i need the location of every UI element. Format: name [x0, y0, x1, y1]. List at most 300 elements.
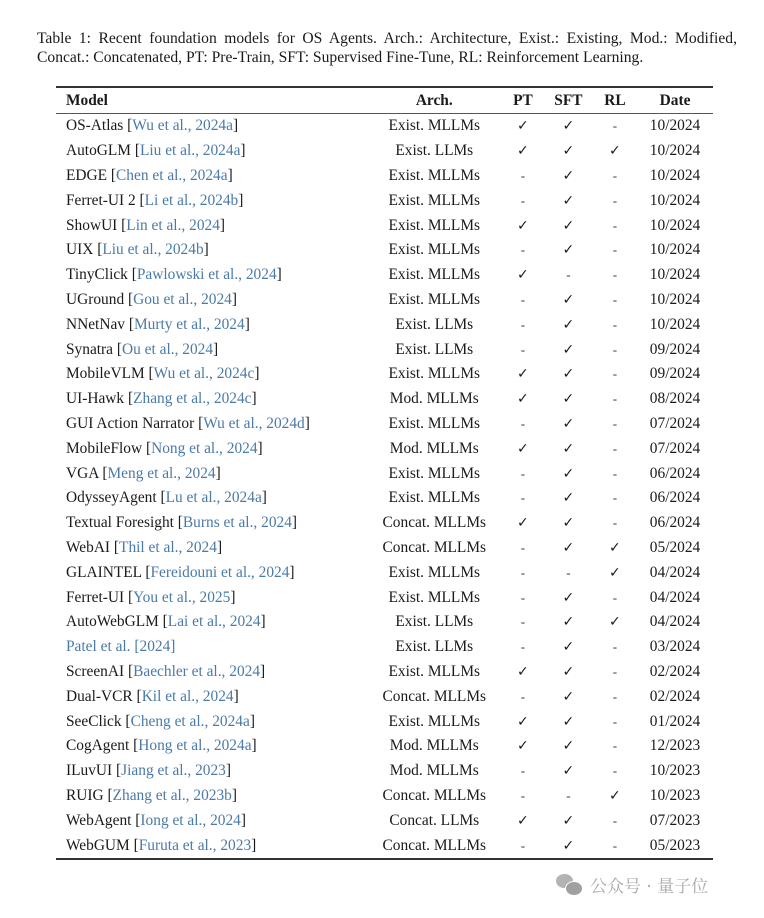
model-name: AutoGLM: [66, 142, 131, 160]
rl-cell: [593, 511, 637, 536]
model-cell: Synatra [Ou et al., 2024]: [66, 340, 219, 358]
sft-cell: [544, 660, 593, 685]
date-cell: 09/2024: [649, 340, 701, 358]
model-cell: NNetNav [Murty et al., 2024]: [66, 315, 250, 333]
sft-cell: [544, 164, 593, 189]
rl-cell: [593, 635, 637, 660]
sft-cell: [544, 808, 593, 833]
sft-cell: [544, 610, 593, 635]
table-row: [56, 833, 713, 859]
model-cell: SeeClick [Cheng et al., 2024a]: [66, 712, 255, 730]
pt-cell: [502, 784, 544, 809]
check-icon: ✓: [562, 316, 575, 333]
check-icon: ✓: [517, 143, 529, 160]
sft-cell: [544, 560, 593, 585]
date-cell: 07/2024: [649, 439, 701, 457]
date-cell: 07/2024: [649, 414, 701, 432]
table-row: [56, 709, 713, 734]
table-row: [56, 759, 713, 784]
pt-cell: [502, 734, 544, 759]
arch-cell: Exist. MLLMs: [388, 712, 481, 730]
arch-cell: Concat. MLLMs: [382, 514, 486, 532]
sft-cell: [544, 461, 593, 486]
citation-link[interactable]: Wu et al., 2024d: [203, 414, 305, 432]
check-icon: ✓: [562, 490, 575, 507]
model-cell: Ferret-UI [You et al., 2025]: [66, 588, 236, 606]
arch-cell: Exist. MLLMs: [388, 166, 481, 184]
rl-cell: [593, 263, 637, 288]
table-body: [56, 114, 713, 859]
citation-link[interactable]: You et al., 2025: [133, 588, 231, 606]
dash-mark: -: [520, 787, 526, 803]
foundation-models-table: [56, 86, 713, 860]
dash-mark: -: [612, 440, 618, 456]
model-name: ScreenAI: [66, 662, 125, 680]
dash-mark: -: [520, 341, 526, 357]
date-cell: 02/2024: [649, 662, 701, 680]
model-name: ShowUI: [66, 216, 118, 234]
citation-link[interactable]: Wu et al., 2024c: [153, 365, 255, 383]
dash-mark: -: [612, 366, 618, 382]
check-icon: ✓: [517, 366, 529, 383]
arch-cell: Mod. MLLMs: [389, 762, 479, 780]
check-icon: ✓: [517, 440, 529, 457]
dash-mark: -: [612, 837, 618, 853]
citation-link[interactable]: Ou et al., 2024: [122, 340, 214, 358]
table-row: [56, 263, 713, 288]
citation-link[interactable]: Burns et al., 2024: [182, 514, 292, 532]
citation-link[interactable]: Kil et al., 2024: [141, 687, 234, 705]
rl-cell: [593, 709, 637, 734]
pt-cell: [502, 188, 544, 213]
model-cell: GUI Action Narrator [Wu et al., 2024d]: [66, 414, 310, 432]
model-name: RUIG: [66, 786, 104, 804]
model-name: UI-Hawk: [66, 390, 125, 408]
model-name: WebGUM: [66, 836, 130, 854]
dash-mark: -: [520, 837, 526, 853]
arch-cell: Mod. MLLMs: [389, 390, 479, 408]
dash-mark: -: [612, 291, 618, 307]
check-icon: ✓: [562, 366, 575, 383]
sft-cell: [544, 784, 593, 809]
rl-cell: [593, 759, 637, 784]
table-row: [56, 114, 713, 139]
arch-cell: Exist. MLLMs: [388, 563, 481, 581]
header-date: Date: [659, 91, 691, 109]
arch-cell: Exist. MLLMs: [388, 588, 481, 606]
check-icon: ✓: [562, 639, 575, 656]
citation-link[interactable]: Lu et al., 2024a: [165, 489, 262, 507]
dash-mark: -: [612, 688, 618, 704]
citation-link[interactable]: Wu et al., 2024a: [132, 117, 233, 135]
rl-cell: [593, 536, 637, 561]
citation-link[interactable]: Lai et al., 2024: [167, 613, 261, 631]
check-icon: ✓: [562, 539, 575, 556]
rl-cell: [593, 387, 637, 412]
date-cell: 10/2024: [649, 216, 701, 234]
rl-cell: [593, 436, 637, 461]
date-cell: 10/2024: [649, 290, 701, 308]
table-row: [56, 784, 713, 809]
rl-cell: [593, 362, 637, 387]
date-cell: 08/2024: [649, 390, 701, 408]
date-cell: 10/2024: [649, 191, 701, 209]
table-row: [56, 808, 713, 833]
dash-mark: -: [566, 787, 571, 803]
model-cell: MobileVLM [Wu et al., 2024c]: [66, 365, 260, 383]
citation-link[interactable]: Liu et al., 2024a: [139, 142, 241, 160]
model-name: Textual Foresight: [66, 514, 174, 532]
pt-cell: [502, 412, 544, 437]
arch-cell: Exist. MLLMs: [388, 290, 481, 308]
sft-cell: [544, 412, 593, 437]
pt-cell: [502, 337, 544, 362]
sft-cell: [544, 486, 593, 511]
arch-cell: Mod. MLLMs: [389, 737, 479, 755]
date-cell: 05/2023: [649, 836, 701, 854]
dash-mark: -: [520, 564, 526, 580]
citation-link[interactable]: Patel et al. [2024]: [66, 638, 176, 656]
arch-cell: Concat. LLMs: [389, 811, 480, 829]
arch-cell: Exist. MLLMs: [388, 489, 481, 507]
dash-mark: -: [612, 217, 618, 233]
date-cell: 04/2024: [649, 588, 701, 606]
citation-link[interactable]: Thil et al., 2024: [119, 538, 217, 556]
model-cell: EDGE [Chen et al., 2024a]: [66, 166, 233, 184]
model-name: Synatra: [66, 340, 114, 358]
table-row: [56, 585, 713, 610]
dash-mark: -: [612, 663, 618, 679]
dash-mark: -: [566, 267, 571, 283]
check-icon: ✓: [517, 118, 529, 135]
table-row: [56, 610, 713, 635]
pt-cell: [502, 759, 544, 784]
model-cell: GLAINTEL [Fereidouni et al., 2024]: [66, 563, 295, 581]
dash-mark: -: [612, 242, 618, 258]
check-icon: ✓: [562, 415, 575, 432]
dash-mark: -: [612, 341, 618, 357]
model-name: SeeClick: [66, 712, 122, 730]
citation-link[interactable]: Pawlowski et al., 2024: [136, 266, 277, 284]
sft-cell: [544, 213, 593, 238]
model-cell: Ferret-UI 2 [Li et al., 2024b]: [66, 191, 244, 209]
check-icon: ✓: [562, 589, 575, 606]
rl-cell: [593, 585, 637, 610]
sft-cell: [544, 114, 593, 139]
date-cell: 10/2023: [649, 786, 701, 804]
dash-mark: -: [612, 267, 618, 283]
table-row: [56, 164, 713, 189]
header-pt: PT: [513, 91, 533, 109]
check-icon: ✓: [562, 341, 575, 358]
pt-cell: [502, 560, 544, 585]
arch-cell: Exist. MLLMs: [388, 117, 481, 135]
check-icon: ✓: [562, 391, 575, 408]
citation-link[interactable]: Baechler et al., 2024: [133, 662, 261, 680]
model-cell: Dual-VCR [Kil et al., 2024]: [66, 687, 239, 705]
date-cell: 10/2024: [649, 166, 701, 184]
date-cell: 10/2024: [649, 142, 701, 160]
sft-cell: [544, 585, 593, 610]
check-icon: ✓: [562, 440, 575, 457]
check-icon: ✓: [562, 837, 575, 854]
model-cell: ILuvUI [Jiang et al., 2023]: [66, 762, 232, 780]
pt-cell: [502, 660, 544, 685]
table-row: [56, 288, 713, 313]
pt-cell: [502, 486, 544, 511]
check-icon: ✓: [562, 812, 575, 829]
check-icon: ✓: [517, 713, 529, 730]
dash-mark: -: [612, 391, 618, 407]
dash-mark: -: [520, 192, 526, 208]
header-rl: RL: [604, 91, 626, 109]
date-cell: 04/2024: [649, 563, 701, 581]
model-cell: RUIG [Zhang et al., 2023b]: [66, 786, 237, 804]
date-cell: 10/2024: [649, 241, 701, 259]
dash-mark: -: [520, 490, 526, 506]
arch-cell: Concat. MLLMs: [382, 786, 486, 804]
citation-link[interactable]: Cheng et al., 2024a: [130, 712, 250, 730]
check-icon: ✓: [517, 267, 529, 284]
arch-cell: Exist. MLLMs: [388, 662, 481, 680]
table-row: [56, 213, 713, 238]
check-icon: ✓: [562, 465, 575, 482]
check-icon: ✓: [609, 539, 621, 556]
citation-link[interactable]: Hong et al., 2024a: [138, 737, 252, 755]
sft-cell: [544, 734, 593, 759]
check-icon: ✓: [609, 143, 621, 160]
model-name: ILuvUI: [66, 762, 113, 780]
check-icon: ✓: [609, 614, 621, 631]
pt-cell: [502, 511, 544, 536]
arch-cell: Exist. MLLMs: [388, 414, 481, 432]
model-name: GUI Action Narrator: [66, 414, 195, 432]
table-row: [56, 486, 713, 511]
rl-cell: [593, 833, 637, 859]
rl-cell: [593, 188, 637, 213]
table-row: [56, 660, 713, 685]
dash-mark: -: [612, 118, 618, 134]
check-icon: ✓: [562, 143, 575, 160]
rl-cell: [593, 114, 637, 139]
rl-cell: [593, 660, 637, 685]
dash-mark: -: [520, 465, 526, 481]
sft-cell: [544, 709, 593, 734]
dash-mark: -: [612, 713, 618, 729]
check-icon: ✓: [562, 192, 575, 209]
arch-cell: Concat. MLLMs: [382, 538, 486, 556]
model-cell: WebAI [Thil et al., 2024]: [66, 538, 223, 556]
check-icon: ✓: [562, 614, 575, 631]
model-cell: OdysseyAgent [Lu et al., 2024a]: [66, 489, 267, 507]
pt-cell: [502, 684, 544, 709]
citation-link[interactable]: Li et al., 2024b: [144, 191, 239, 209]
citation-link[interactable]: Murty et al., 2024: [133, 315, 245, 333]
dash-mark: -: [520, 763, 526, 779]
table-row: [56, 511, 713, 536]
date-cell: 01/2024: [649, 712, 701, 730]
dash-mark: -: [612, 812, 618, 828]
dash-mark: -: [612, 490, 618, 506]
pt-cell: [502, 635, 544, 660]
model-name: UGround: [66, 290, 125, 308]
dash-mark: -: [520, 242, 526, 258]
citation-link[interactable]: Meng et al., 2024: [107, 464, 216, 482]
model-name: MobileVLM: [66, 365, 145, 383]
rl-cell: [593, 784, 637, 809]
check-icon: ✓: [517, 738, 529, 755]
check-icon: ✓: [562, 763, 575, 780]
date-cell: 10/2023: [649, 762, 701, 780]
rl-cell: [593, 164, 637, 189]
citation-link[interactable]: Lin et al., 2024: [126, 216, 220, 234]
model-cell: AutoGLM [Liu et al., 2024a]: [66, 142, 246, 160]
dash-mark: -: [612, 639, 618, 655]
citation-link[interactable]: Iong et al., 2024: [140, 811, 241, 829]
model-name: OS-Atlas: [66, 117, 124, 135]
citation-link[interactable]: Nong et al., 2024: [151, 439, 258, 457]
model-cell: Textual Foresight [Burns et al., 2024]: [66, 514, 298, 532]
sft-cell: [544, 288, 593, 313]
date-cell: 06/2024: [649, 514, 701, 532]
check-icon: ✓: [562, 713, 575, 730]
table-caption: Table 1: Recent foundation models for OS Agents. Arch.: Architecture, Exist.: Existing, Mod.: Modified, Concat.: Concatenated, PT: Pre-Train, SFT: Supervised Fine-Tune, RL: Reinforcement Learning.: [37, 30, 737, 66]
rl-cell: [593, 337, 637, 362]
header-model: Model: [66, 91, 108, 109]
pt-cell: [502, 585, 544, 610]
citation-link[interactable]: Fereidouni et al., 2024: [150, 563, 290, 581]
check-icon: ✓: [562, 515, 575, 532]
model-name: OdysseyAgent: [66, 489, 157, 507]
pt-cell: [502, 610, 544, 635]
arch-cell: Concat. MLLMs: [382, 687, 486, 705]
table-row: [56, 536, 713, 561]
date-cell: 12/2023: [649, 737, 701, 755]
citation-link[interactable]: Gou et al., 2024: [133, 290, 232, 308]
model-cell: UGround [Gou et al., 2024]: [66, 290, 238, 308]
table-row: [56, 188, 713, 213]
rl-cell: [593, 734, 637, 759]
date-cell: 02/2024: [649, 687, 701, 705]
dash-mark: -: [612, 515, 618, 531]
table-row: [56, 362, 713, 387]
table-row: [56, 139, 713, 164]
rl-cell: [593, 461, 637, 486]
check-icon: ✓: [517, 515, 529, 532]
table-row: [56, 684, 713, 709]
pt-cell: [502, 808, 544, 833]
citation-link[interactable]: Zhang et al., 2023b: [112, 786, 232, 804]
sft-cell: [544, 635, 593, 660]
sft-cell: [544, 759, 593, 784]
date-cell: 06/2024: [649, 464, 701, 482]
check-icon: ✓: [562, 217, 575, 234]
pt-cell: [502, 536, 544, 561]
pt-cell: [502, 709, 544, 734]
sft-cell: [544, 263, 593, 288]
table-row: [56, 337, 713, 362]
arch-cell: Exist. MLLMs: [388, 241, 481, 259]
pt-cell: [502, 288, 544, 313]
arch-cell: Exist. MLLMs: [388, 266, 481, 284]
model-cell: WebAgent [Iong et al., 2024]: [66, 811, 247, 829]
model-name: Ferret-UI: [66, 588, 125, 606]
model-cell: ScreenAI [Baechler et al., 2024]: [66, 662, 266, 680]
model-cell: UIX [Liu et al., 2024b]: [66, 241, 209, 259]
check-icon: ✓: [562, 167, 575, 184]
check-icon: ✓: [517, 217, 529, 234]
model-name: VGA: [66, 464, 99, 482]
pt-cell: [502, 312, 544, 337]
table-row: [56, 635, 713, 660]
dash-mark: -: [612, 167, 618, 183]
rl-cell: [593, 610, 637, 635]
dash-mark: -: [520, 316, 526, 332]
model-cell: UI-Hawk [Zhang et al., 2024c]: [66, 390, 257, 408]
model-name: UIX: [66, 241, 94, 259]
sft-cell: [544, 833, 593, 859]
model-cell: [56, 635, 367, 660]
rl-cell: [593, 288, 637, 313]
model-cell: VGA [Meng et al., 2024]: [66, 464, 221, 482]
rl-cell: [593, 238, 637, 263]
pt-cell: [502, 387, 544, 412]
citation-link[interactable]: Zhang et al., 2024c: [133, 390, 252, 408]
table-row: [56, 560, 713, 585]
rl-cell: [593, 213, 637, 238]
citation-link[interactable]: Jiang et al., 2023: [121, 762, 226, 780]
check-icon: ✓: [562, 291, 575, 308]
arch-cell: Exist. MLLMs: [388, 191, 481, 209]
check-icon: ✓: [562, 118, 575, 135]
date-cell: 03/2024: [649, 638, 701, 656]
pt-cell: [502, 436, 544, 461]
model-cell: ShowUI [Lin et al., 2024]: [66, 216, 226, 234]
citation-link[interactable]: Chen et al., 2024a: [116, 166, 228, 184]
check-icon: ✓: [517, 663, 529, 680]
date-cell: 10/2024: [649, 117, 701, 135]
sft-cell: [544, 362, 593, 387]
check-icon: ✓: [562, 242, 575, 259]
check-icon: ✓: [517, 391, 529, 408]
dash-mark: -: [520, 415, 526, 431]
table-row: [56, 734, 713, 759]
pt-cell: [502, 139, 544, 164]
model-cell: CogAgent [Hong et al., 2024a]: [66, 737, 257, 755]
dash-mark: -: [520, 167, 526, 183]
header-arch: Arch.: [415, 91, 453, 109]
dash-mark: -: [520, 539, 526, 555]
model-name: GLAINTEL: [66, 563, 142, 581]
rl-cell: [593, 412, 637, 437]
table-row: [56, 387, 713, 412]
rl-cell: [593, 684, 637, 709]
pt-cell: [502, 833, 544, 859]
sft-cell: [544, 139, 593, 164]
rl-cell: [593, 312, 637, 337]
date-cell: 10/2024: [649, 315, 701, 333]
pt-cell: [502, 263, 544, 288]
citation-link[interactable]: Furuta et al., 2023: [138, 836, 252, 854]
dash-mark: -: [520, 291, 526, 307]
check-icon: ✓: [609, 787, 621, 804]
arch-cell: Exist. MLLMs: [388, 216, 481, 234]
table-header-row: [56, 87, 713, 114]
dash-mark: -: [612, 738, 618, 754]
date-cell: 07/2023: [649, 811, 701, 829]
model-name: MobileFlow: [66, 439, 143, 457]
citation-link[interactable]: Liu et al., 2024b: [102, 241, 204, 259]
